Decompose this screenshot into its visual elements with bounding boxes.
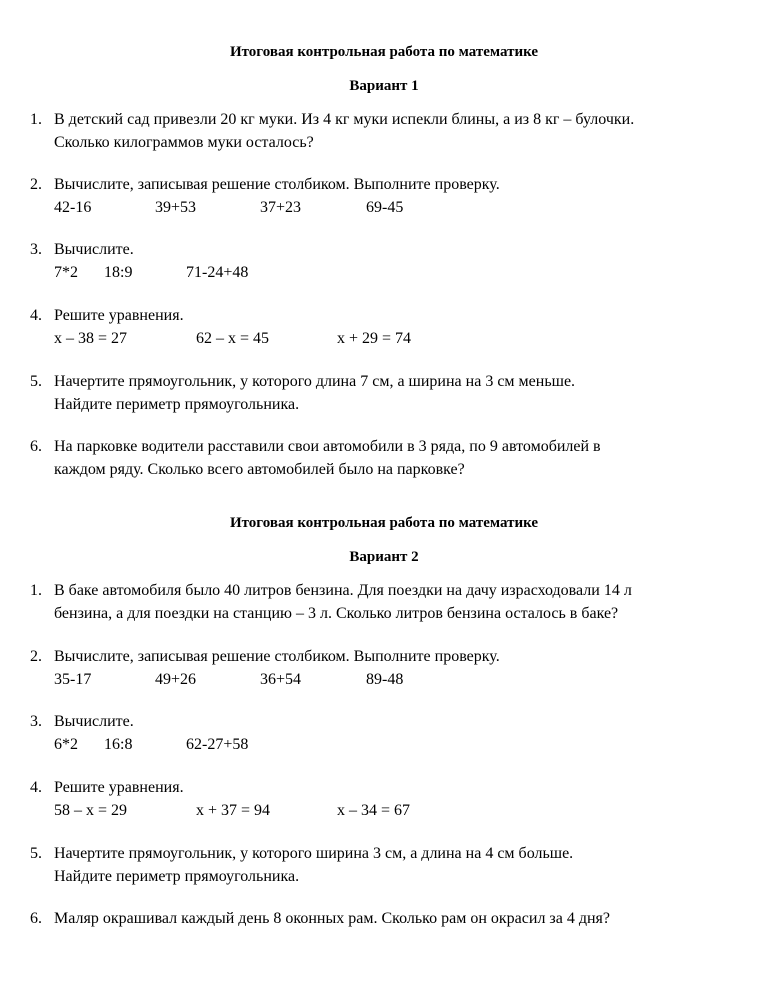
expression: 89-48: [366, 671, 404, 688]
task-number: 5.: [30, 845, 42, 862]
expression: 42-16: [54, 199, 92, 216]
equation: х – 34 = 67: [337, 802, 411, 819]
equation-row: [54, 327, 744, 350]
expression: 35-17: [54, 671, 92, 688]
variant-heading-1: Вариант 1: [349, 78, 419, 94]
task-text-line: Вычислите, записывая решение столбиком. Выполните проверку.: [54, 176, 500, 193]
variant-heading-2: Вариант 2: [349, 549, 419, 565]
task-text-line: каждом ряду. Сколько всего автомобилей было на парковке?: [54, 461, 465, 478]
task-text-line: Найдите периметр прямоугольника.: [54, 868, 300, 885]
expression: 62-27+58: [186, 736, 249, 753]
equation: 62 – х = 45: [196, 330, 270, 347]
task-number: 6.: [30, 438, 42, 455]
task-text-line: Вычислите.: [54, 241, 134, 258]
expression: 49+26: [155, 671, 197, 688]
task-text-line: Начертите прямоугольник, у которого ширина 3 см, а длина на 4 см больше.: [54, 845, 574, 862]
task-text-line: Найдите периметр прямоугольника.: [54, 396, 300, 413]
task-number: 6.: [30, 910, 42, 927]
expression-row: [54, 668, 744, 691]
task-number: 3.: [30, 241, 42, 258]
task-text-line: бензина, а для поездки на станцию – 3 л. Сколько литров бензина осталось в баке?: [54, 605, 619, 622]
test-title-2: Итоговая контрольная работа по математике: [229, 515, 539, 531]
expression-row: [54, 733, 744, 756]
task-text-line: В баке автомобиля было 40 литров бензина. Для поездки на дачу израсходовали 14 л: [54, 582, 632, 599]
expression: 36+54: [260, 671, 302, 688]
expression: 71-24+48: [186, 264, 249, 281]
task-number: 2.: [30, 648, 42, 665]
expression-row: [54, 196, 744, 219]
task-text-line: Начертите прямоугольник, у которого длина 7 см, а ширина на 3 см меньше.: [54, 373, 576, 390]
expression: 37+23: [260, 199, 302, 216]
equation: 58 – х = 29: [54, 802, 128, 819]
task-text-line: Маляр окрашивал каждый день 8 оконных рам. Сколько рам он окрасил за 4 дня?: [54, 910, 611, 927]
equation-row: [54, 799, 744, 822]
task-number: 3.: [30, 713, 42, 730]
equation: х – 38 = 27: [54, 330, 128, 347]
task-text-line: Вычислите.: [54, 713, 134, 730]
expression-row: [54, 261, 744, 284]
expression: 18:9: [104, 264, 133, 281]
expression: 6*2: [54, 736, 78, 753]
expression: 16:8: [104, 736, 133, 753]
equation: х + 37 = 94: [196, 802, 271, 819]
task-number: 5.: [30, 373, 42, 390]
test-title-1: Итоговая контрольная работа по математике: [229, 44, 539, 60]
task-number: 4.: [30, 307, 42, 324]
task-number: 2.: [30, 176, 42, 193]
task-text-line: Вычислите, записывая решение столбиком. Выполните проверку.: [54, 648, 500, 665]
expression: 39+53: [155, 199, 197, 216]
task-number: 1.: [30, 111, 42, 128]
equation: х + 29 = 74: [337, 330, 412, 347]
task-text-line: Сколько килограммов муки осталось?: [54, 134, 314, 151]
expression: 69-45: [366, 199, 404, 216]
task-text-line: Решите уравнения.: [54, 307, 184, 324]
task-text-line: В детский сад привезли 20 кг муки. Из 4 кг муки испекли блины, а из 8 кг – булочки.: [54, 111, 635, 128]
task-text-line: На парковке водители расставили свои автомобили в 3 ряда, по 9 автомобилей в: [54, 438, 601, 455]
task-text-line: Решите уравнения.: [54, 779, 184, 796]
task-number: 1.: [30, 582, 42, 599]
expression: 7*2: [54, 264, 78, 281]
task-number: 4.: [30, 779, 42, 796]
